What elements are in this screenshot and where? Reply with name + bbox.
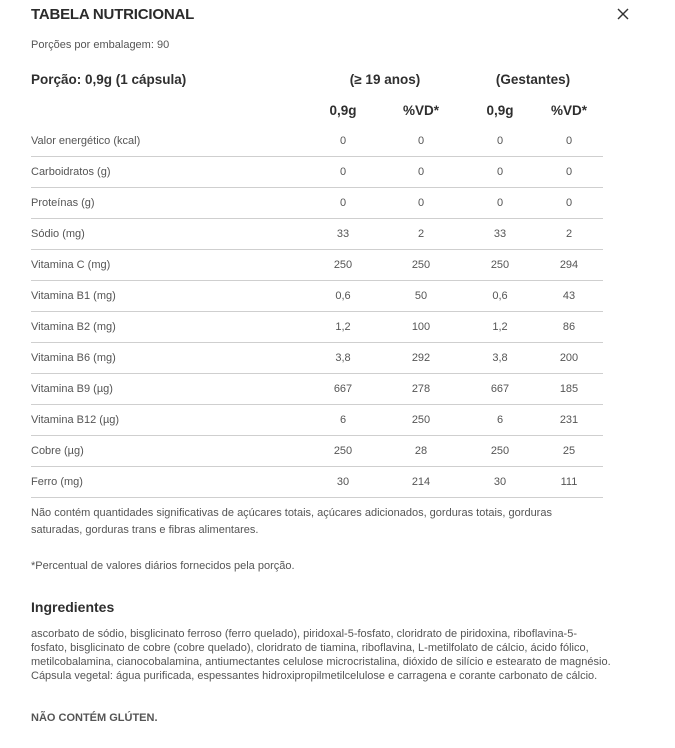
nutrient-value: 200 xyxy=(559,352,579,364)
page-title: TABELA NUTRICIONAL xyxy=(31,6,195,23)
nutrient-value: 231 xyxy=(559,414,579,426)
nutrient-value: 278 xyxy=(411,383,431,395)
table-row xyxy=(31,250,603,281)
nutrient-value: 3,8 xyxy=(335,352,351,364)
nutrient-value: 0 xyxy=(417,197,425,209)
nutrient-name: Valor energético (kcal) xyxy=(31,135,141,147)
percent-note: *Percentual de valores diários fornecidos pela porção. xyxy=(31,560,295,572)
nutrient-value: 1,2 xyxy=(335,321,351,333)
col-header-vd-adults: %VD* xyxy=(402,103,439,118)
nutrient-value: 2 xyxy=(565,228,573,240)
nutrient-name: Vitamina B12 (µg) xyxy=(31,414,120,426)
nutrient-value: 250 xyxy=(333,445,353,457)
group-adults-header: (≥ 19 anos) xyxy=(349,72,421,87)
nutrient-name: Vitamina B1 (mg) xyxy=(31,290,116,302)
nutrient-value: 0 xyxy=(565,166,573,178)
ingredients-title: Ingredientes xyxy=(31,599,115,615)
nutrient-value: 292 xyxy=(411,352,431,364)
col-header-amount-adults: 0,9g xyxy=(329,103,357,118)
nutrient-name: Vitamina C (mg) xyxy=(31,259,111,271)
servings-per-package: Porções por embalagem: 90 xyxy=(31,39,170,51)
table-row xyxy=(31,436,603,467)
table-row xyxy=(31,343,603,374)
nutrient-name: Ferro (mg) xyxy=(31,476,83,488)
nutrient-value: 0 xyxy=(496,135,504,147)
nutrient-value: 0 xyxy=(565,197,573,209)
nutrient-value: 667 xyxy=(333,383,353,395)
nutrient-value: 294 xyxy=(559,259,579,271)
nutrient-name: Sódio (mg) xyxy=(31,228,85,240)
table-row xyxy=(31,281,603,312)
close-icon xyxy=(613,4,633,24)
not-significant-note: Não contém quantidades significativas de açúcares totais, açúcares adicionados, gorduras totais, gorduras saturadas, gorduras trans e fibras alimentares. xyxy=(31,507,552,536)
portion-label: Porção: 0,9g (1 cápsula) xyxy=(31,72,187,87)
nutrition-table xyxy=(31,126,603,498)
gluten-warning: NÃO CONTÉM GLÚTEN. xyxy=(31,712,158,724)
nutrient-name: Vitamina B2 (mg) xyxy=(31,321,116,333)
nutrient-value: 250 xyxy=(490,259,510,271)
table-row xyxy=(31,126,603,157)
nutrient-name: Vitamina B6 (mg) xyxy=(31,352,116,364)
nutrient-value: 0 xyxy=(417,135,425,147)
table-row xyxy=(31,157,603,188)
nutrient-value: 0,6 xyxy=(492,290,508,302)
nutrient-value: 33 xyxy=(336,228,350,240)
nutrient-value: 0 xyxy=(339,197,347,209)
nutrient-value: 185 xyxy=(559,383,579,395)
nutrient-value: 111 xyxy=(560,476,578,488)
close-button[interactable] xyxy=(613,4,633,24)
nutrient-value: 2 xyxy=(417,228,425,240)
nutrient-value: 0 xyxy=(496,197,504,209)
table-row xyxy=(31,312,603,343)
col-header-vd-pregnant: %VD* xyxy=(550,103,587,118)
nutrient-name: Carboidratos (g) xyxy=(31,166,111,178)
nutrient-value: 0 xyxy=(565,135,573,147)
nutrient-value: 3,8 xyxy=(492,352,508,364)
nutrient-value: 6 xyxy=(496,414,504,426)
nutrient-value: 33 xyxy=(493,228,507,240)
nutrient-value: 250 xyxy=(490,445,510,457)
nutrient-value: 6 xyxy=(339,414,347,426)
col-header-amount-pregnant: 0,9g xyxy=(486,103,514,118)
nutrient-name: Vitamina B9 (µg) xyxy=(31,383,113,395)
nutrient-value: 100 xyxy=(411,321,431,333)
group-pregnant-header: (Gestantes) xyxy=(495,72,571,87)
nutrient-name: Proteínas (g) xyxy=(31,197,95,209)
nutrient-value: 1,2 xyxy=(492,321,508,333)
nutrient-value: 250 xyxy=(411,414,431,426)
nutrient-value: 25 xyxy=(562,445,576,457)
nutrient-value: 43 xyxy=(562,290,576,302)
table-row xyxy=(31,374,603,405)
nutrient-value: 0,6 xyxy=(335,290,351,302)
nutrient-value: 0 xyxy=(339,166,347,178)
nutrient-value: 667 xyxy=(490,383,510,395)
table-row xyxy=(31,405,603,436)
nutrient-value: 86 xyxy=(562,321,576,333)
nutrient-value: 0 xyxy=(417,166,425,178)
nutrient-value: 250 xyxy=(411,259,431,271)
nutrient-value: 214 xyxy=(411,476,431,488)
nutrient-value: 28 xyxy=(414,445,428,457)
nutrient-value: 30 xyxy=(336,476,350,488)
table-row xyxy=(31,188,603,219)
nutrient-value: 50 xyxy=(414,290,428,302)
nutrient-value: 250 xyxy=(333,259,353,271)
nutrient-value: 30 xyxy=(493,476,507,488)
table-row xyxy=(31,219,603,250)
ingredients-text: ascorbato de sódio, bisglicinato ferroso (ferro quelado), piridoxal-5-fosfato, cloridrato de piridoxina, riboflavina-5-fosfato, bisglicinato de cobre (cobre quelado), cloridrato de tiamina, riboflavina, L-metilfolato de cálcio, ácido fólico, metilcobalamina, cianocobalamina, antiumectantes celulose microcristalina, dióxido de silício e estearato de magnésio. Cápsula vegetal: água purificada, espessantes hidroxipropilmetilcelulose e carragena e corante carbonato de cálcio. xyxy=(31,628,611,682)
nutrient-name: Cobre (µg) xyxy=(31,445,84,457)
nutrient-value: 0 xyxy=(339,135,347,147)
table-row xyxy=(31,467,603,498)
nutrient-value: 0 xyxy=(496,166,504,178)
